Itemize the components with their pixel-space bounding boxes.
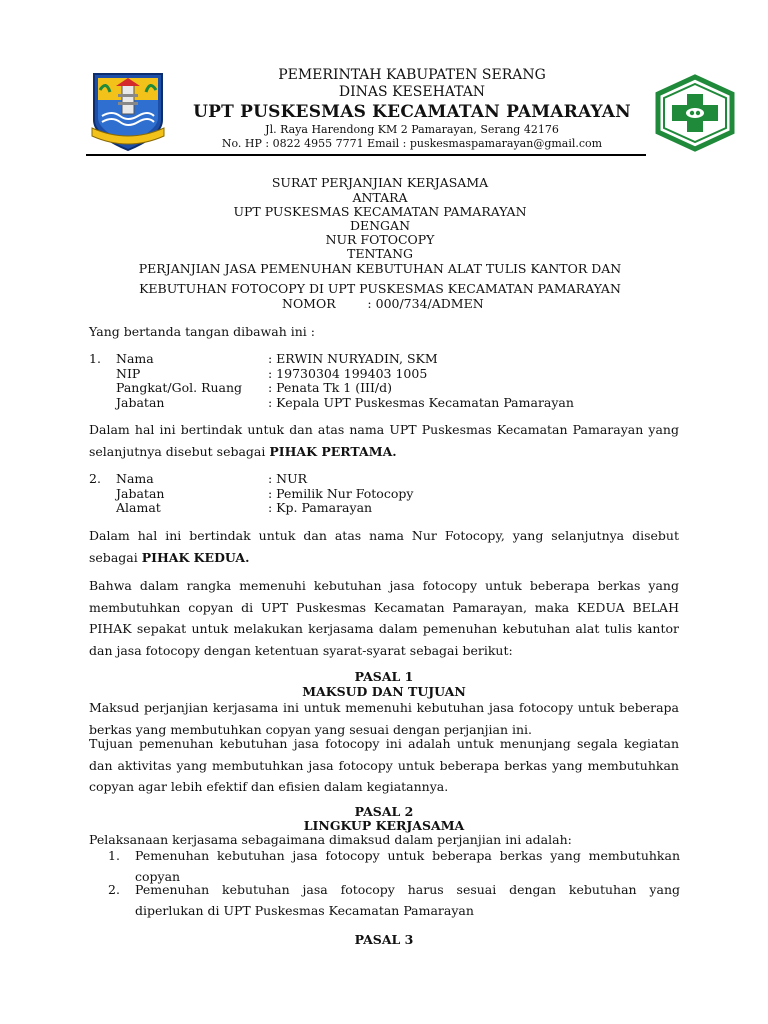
party-1-label-rank: Pangkat/Gol. Ruang (116, 380, 243, 395)
letterhead-government: PEMERINTAH KABUPATEN SERANG (278, 67, 546, 83)
intro-text: Yang bertanda tangan dibawah ini : (89, 324, 315, 339)
party-2-value-position: : Pemilik Nur Fotocopy (268, 485, 414, 501)
party-2-label-name: Nama (116, 471, 154, 486)
doc-title-6: TENTANG (346, 246, 413, 261)
puskesmas-cross-icon (654, 74, 736, 152)
letterhead-department: DINAS KESEHATAN (338, 84, 486, 100)
pasal-1-heading: PASAL 1 (354, 669, 414, 684)
party-2-value-name: : NUR (268, 471, 308, 486)
party-1-number: 1. (89, 351, 101, 366)
pasal-2-item-1-text: Pemenuhan kebutuhan jasa fotocopy untuk beberapa berkas yang membutuhkan copyan (135, 848, 680, 884)
doc-title-5: NUR FOTOCOPY (325, 232, 435, 247)
letterhead-contact: No. HP : 0822 4955 7771 Email : puskesmaspamarayan@gmail.com (221, 137, 603, 150)
letterhead-divider (86, 154, 646, 156)
letterhead-address: Jl. Raya Harendong KM 2 Pamarayan, Serang 42176 (265, 123, 559, 136)
party-1-role: PIHAK PERTAMA. (269, 443, 397, 459)
doc-number: NOMOR : 000/734/ADMEN (282, 296, 484, 311)
party-1-label-nip: NIP (116, 365, 141, 381)
pasal-1-subheading: MAKSUD DAN TUJUAN (302, 684, 466, 699)
party-2-details (0, 472, 768, 518)
party-1-details (0, 352, 768, 412)
party-1-desc-text: Dalam hal ini bertindak untuk dan atas nama UPT Puskesmas Kecamatan Pamarayan yang selanjutnya disebut sebagai (89, 422, 679, 459)
doc-title-1: SURAT PERJANJIAN KERJASAMA (271, 175, 489, 190)
party-2-label-address: Alamat (116, 500, 161, 515)
party-1-value-position: : Kepala UPT Puskesmas Kecamatan Pamarayan (268, 394, 574, 410)
pasal-2-heading: PASAL 2 (354, 804, 414, 819)
doc-title-4: DENGAN (349, 218, 411, 233)
pasal-1-paragraph-2: Tujuan pemenuhan kebutuhan jasa fotocopy ini adalah untuk menunjang segala kegiatan dan aktivitas yang membutuhkan jasa fotocopy untuk beberapa berkas yang membutuhkan copyan agar lebih efektif dan efisien dalam kegiatannya. (89, 736, 679, 794)
letterhead-institution: UPT PUSKESMAS KECAMATAN PAMARAYAN (193, 102, 631, 122)
pasal-2-item-1-number: 1. (108, 848, 120, 863)
party-2-value-address: : Kp. Pamarayan (268, 500, 373, 515)
party-1-description (89, 419, 679, 462)
party-1-value-nip: : 19730304 199403 1005 (268, 365, 428, 381)
doc-title-7: PERJANJIAN JASA PEMENUHAN KEBUTUHAN ALAT TULIS KANTOR DAN (138, 261, 622, 276)
pasal-1-paragraph-1: Maksud perjanjian kerjasama ini untuk memenuhi kebutuhan jasa fotocopy untuk beberapa berkas yang membutuhkan copyan yang sesuai dengan perjanjian ini. (89, 700, 679, 737)
doc-title-8: KEBUTUHAN FOTOCOPY DI UPT PUSKESMAS KECAMATAN PAMARAYAN (139, 281, 621, 296)
party-2-number: 2. (89, 471, 101, 486)
party-1-label-name: Nama (116, 351, 154, 366)
pasal-2-item-2 (108, 879, 680, 921)
pasal-2-subheading: LINGKUP KERJASAMA (303, 818, 465, 833)
party-1-label-position: Jabatan (116, 394, 165, 410)
preamble-paragraph: Bahwa dalam rangka memenuhi kebutuhan jasa fotocopy untuk beberapa berkas yang membutuhkan copyan di UPT Puskesmas Kecamatan Pamarayan, maka KEDUA BELAH PIHAK sepakat untuk melakukan kerjasama dalam pemenuhan kebutuhan alat tulis kantor dan jasa fotocopy dengan ketentuan syarat-syarat sebagai berikut: (89, 578, 679, 658)
pasal-2-intro: Pelaksanaan kerjasama sebagaimana dimaksud dalam perjanjian ini adalah: (89, 832, 572, 847)
party-2-description (89, 525, 679, 568)
party-1-value-name: : ERWIN NURYADIN, SKM (268, 351, 438, 366)
doc-title-2: ANTARA (352, 190, 408, 205)
party-2-desc-text: Dalam hal ini bertindak untuk dan atas nama Nur Fotocopy, yang selanjutnya disebut sebagai (89, 528, 679, 565)
party-1-value-rank: : Penata Tk 1 (III/d) (268, 380, 392, 395)
kabupaten-serang-crest-icon (88, 70, 168, 154)
party-2-label-position: Jabatan (116, 485, 165, 501)
pasal-2-item-2-text: Pemenuhan kebutuhan jasa fotocopy harus sesuai dengan kebutuhan yang diperlukan di UPT Puskesmas Kecamatan Pamarayan (135, 882, 680, 918)
party-2-role: PIHAK KEDUA. (141, 549, 250, 565)
pasal-3-heading: PASAL 3 (354, 932, 414, 947)
doc-title-3: UPT PUSKESMAS KECAMATAN PAMARAYAN (233, 204, 527, 219)
pasal-2-item-2-number: 2. (108, 882, 120, 897)
